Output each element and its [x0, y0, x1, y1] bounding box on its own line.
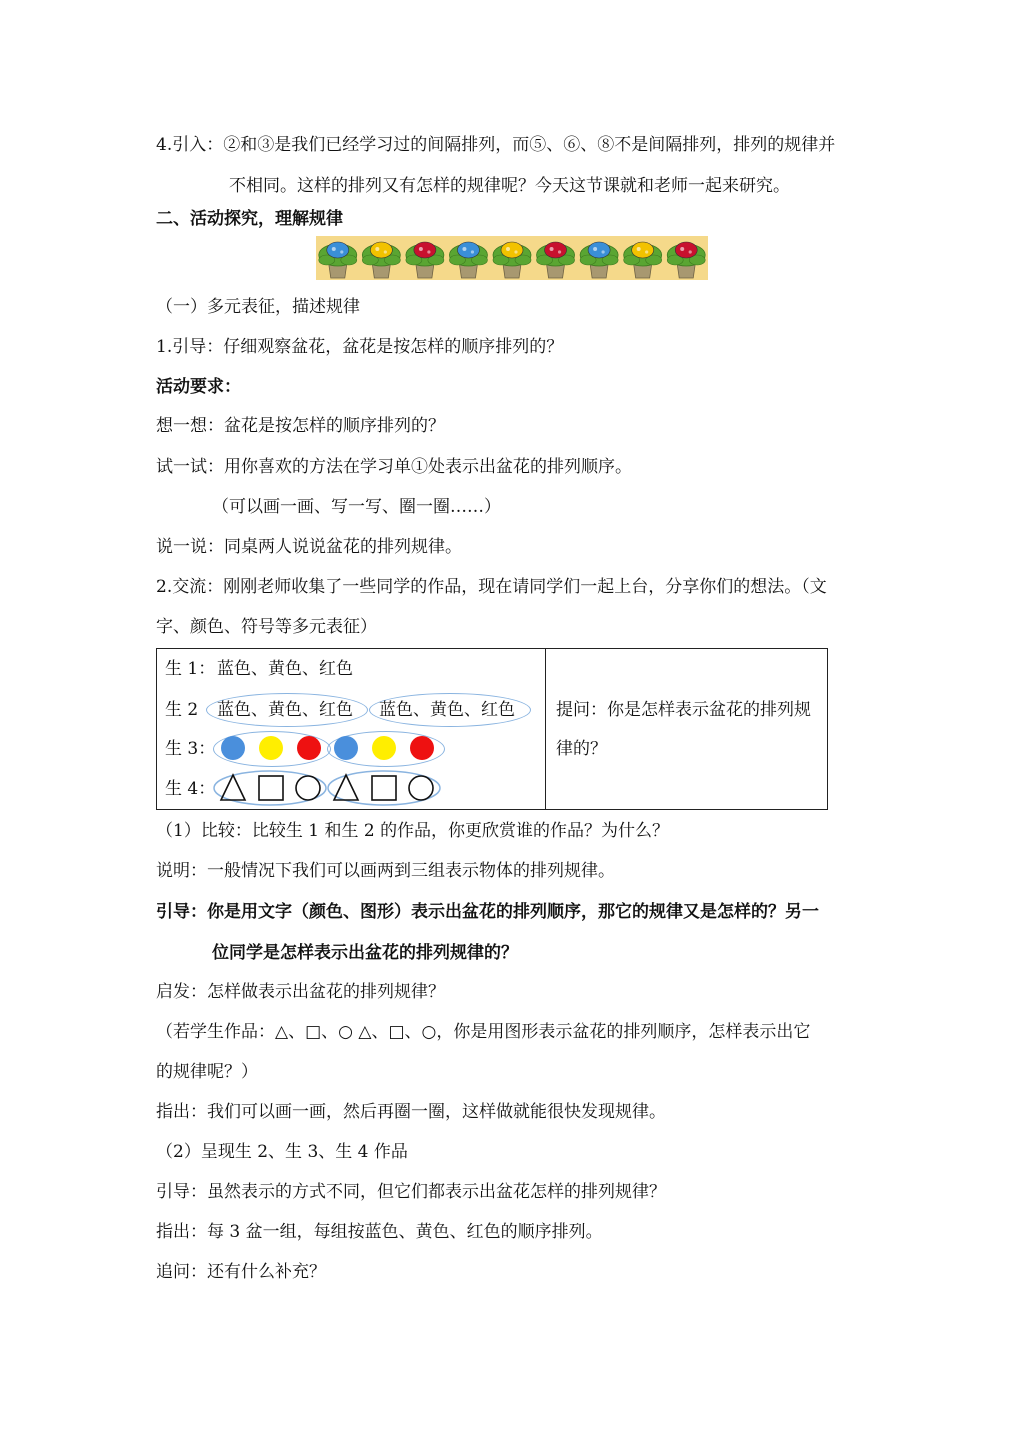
s3-dot-6 [410, 736, 434, 760]
try-line: 试一试：用你喜欢的方法在学习单①处表示出盆花的排列顺序。 [156, 457, 632, 477]
compare-line: （1）比较：比较生 1 和生 2 的作品，你更欣赏谁的作品？为什么？ [156, 821, 670, 841]
intro-line-1: 4.引入：②和③是我们已经学习过的间隔排列，而⑤、⑥、⑧不是间隔排列，排列的规律并 [156, 135, 836, 155]
point-out-line-2: 指出：每 3 盆一组，每组按蓝色、黄色、红色的顺序排列。 [156, 1222, 603, 1242]
activity-requirements: 活动要求： [156, 377, 241, 397]
intro-line-2: 不相同。这样的排列又有怎样的规律呢？今天这节课就和老师一起来研究。 [229, 176, 790, 196]
example-line-1: （若学生作品：△、□、○ △、□、○，你是用图形表示盆花的排列顺序，怎样表示出它 [156, 1022, 811, 1042]
s3-dot-2 [259, 736, 283, 760]
s2-label: 生 2 [165, 700, 199, 720]
s2-group-1: 蓝色、黄色、红色 [217, 700, 353, 720]
guide-question: 1.引导：仔细观察盆花，盆花是按怎样的顺序排列的？ [156, 337, 564, 357]
s4-label: 生 4： [165, 779, 216, 799]
bold-guide-line-1: 引导：你是用文字（颜色、图形）表示出盆花的排列顺序，那它的规律又是怎样的？另一 [156, 902, 819, 922]
s4-shapes [213, 769, 453, 807]
subsection-heading: （一）多元表征，描述规律 [156, 297, 360, 317]
student-works-table [156, 648, 828, 810]
s4-circle-1 [296, 776, 320, 800]
say-line: 说一说：同桌两人说说盆花的排列规律。 [156, 537, 462, 557]
bold-guide-line-2: 位同学是怎样表示出盆花的排列规律的？ [212, 943, 518, 963]
s4-square-2 [372, 776, 396, 800]
section-heading: 二、活动探究，理解规律 [156, 209, 343, 229]
point-out-line-1: 指出：我们可以画一画，然后再圈一圈，这样做就能很快发现规律。 [156, 1102, 666, 1122]
guide-line-2: 引导：虽然表示的方式不同，但它们都表示出盆花怎样的排列规律？ [156, 1182, 666, 1202]
s3-dot-1 [221, 736, 245, 760]
follow-up-line: 追问：还有什么补充？ [156, 1262, 326, 1282]
question-line-2: 律的？ [556, 739, 607, 759]
exchange-line-1: 2.交流：刚刚老师收集了一些同学的作品，现在请同学们一起上台，分享你们的想法。（文 [156, 577, 827, 597]
explain-line: 说明：一般情况下我们可以画两到三组表示物体的排列规律。 [156, 861, 615, 881]
question-line-1: 提问：你是怎样表示盆花的排列规 [556, 700, 811, 720]
try-hint: （可以画一画、写一写、圈一圈……） [212, 497, 501, 517]
present-line: （2）呈现生 2、生 3、生 4 作品 [156, 1142, 408, 1162]
s3-label: 生 3： [165, 739, 216, 759]
s1-label: 生 1： [165, 659, 216, 679]
flower-pots-picture [316, 236, 708, 280]
question-cell [546, 649, 828, 810]
works-cell [157, 649, 546, 810]
s3-dot-4 [334, 736, 358, 760]
think-line: 想一想：盆花是按怎样的顺序排列的？ [156, 416, 445, 436]
example-line-2: 的规律呢？） [156, 1062, 258, 1082]
inspire-line: 启发：怎样做表示出盆花的排列规律？ [156, 982, 445, 1002]
s4-circle-2 [409, 776, 433, 800]
s1-text: 蓝色、黄色、红色 [217, 659, 353, 679]
s4-square-1 [259, 776, 283, 800]
s3-dot-3 [297, 736, 321, 760]
s2-group-2: 蓝色、黄色、红色 [379, 700, 515, 720]
s3-dot-5 [372, 736, 396, 760]
exchange-line-2: 字、颜色、符号等多元表征） [156, 617, 377, 637]
